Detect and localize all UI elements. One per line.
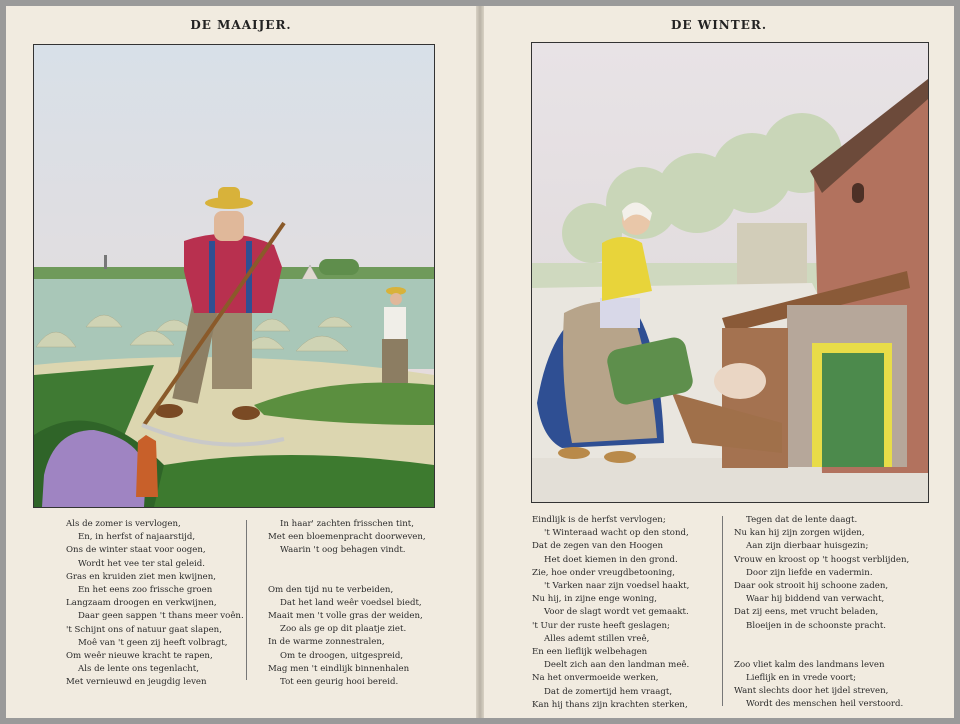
verse-line: En een lieflijk welbehagen [532,647,648,658]
column-divider [722,516,723,706]
verse-line: In de warme zonnestralen, [268,637,385,648]
verse-line: Daar geen sappen 't thans meer voên. [78,611,244,622]
verse-line: Dat de zegen van den Hoogen [532,541,664,552]
verse-line: Wordt des menschen heil verstoord. [746,699,904,710]
verse-line: Zoo vliet kalm des landmans leven [734,659,885,670]
verse-line: Aan zijn dierbaar huisgezin; [746,541,869,552]
right-page-title: DE WINTER. [670,18,767,32]
verse-line: Zoo als ge op dit plaatje ziet. [280,624,407,635]
verse-line: Kan hij thans zijn krachten sterken, [532,699,688,710]
verse-line: Langzaam droogen en verkwijnen, [66,598,217,609]
verse-line: Deelt zich aan den landman meê. [544,660,690,671]
verse-line: Dat het land weêr voedsel biedt, [280,597,422,608]
verse-line: Alles ademt stillen vreê, [544,633,650,644]
verse-line: Zie, hoe onder vreugdbetooning, [532,567,675,578]
verse-line: Lieflijk en in vrede voort; [746,673,857,684]
verse-line: Om den tijd nu te verbeiden, [268,584,394,595]
verse-line: Met vernieuwd en jeugdig leven [66,677,207,688]
verse-line: Ons de winter staat voor oogen, [66,545,206,556]
verse-line: Gras en kruiden ziet men kwijnen, [66,571,216,582]
poem-right-col1 [532,514,689,712]
verse-line: Door zijn liefde en vadermin. [746,567,873,578]
verse-line: Bloeijen in de schoonste pracht. [746,620,887,631]
verse-line: Daar ook strooit hij schoone zaden, [734,581,889,592]
verse-line: Want slechts door het ijdel streven, [734,686,889,697]
verse-line: Met een bloemenpracht doorweven, [268,532,426,543]
poem-left-col2 [268,518,426,689]
winter-illustration [531,42,929,503]
verse-line: Het doet kiemen in den grond. [544,554,678,565]
verse-line: Dat de zomertijd hem vraagt, [544,686,673,697]
left-page [6,6,476,718]
verse-line: Waarin 't oog behagen vindt. [280,545,406,556]
verse-line: Als de zomer is vervlogen, [66,519,181,529]
verse-line: Moê van 't geen zij heeft volbragt, [78,637,228,648]
verse-line: Mag men 't eindlijk binnenhalen [268,663,410,674]
poem-left-col1 [66,518,244,690]
verse-line: Nu hij, in zijne enge woning, [532,594,658,605]
poem-right-col2 [734,514,909,712]
verse-line: 't Uur der ruste heeft geslagen; [532,620,670,631]
verse-line: 't Winteraad wacht op den stond, [544,528,689,539]
verse-line: Voor de slagt wordt vet gemaakt. [544,607,689,618]
mower-illustration [33,44,435,508]
verse-line: Nu kan hij zijn zorgen wijden, [734,528,865,539]
verse-line: Als de lente ons tegenlacht, [78,664,199,675]
verse-line: In haar' zachten frisschen tint, [280,519,414,529]
verse-line: 't Varken naar zijn voedsel haakt, [544,581,690,592]
right-page [484,6,954,718]
column-divider [246,520,247,680]
verse-line: Maait men 't volle gras der weiden, [268,611,423,622]
verse-line: Wordt het vee ter stal geleid. [78,558,206,569]
verse-line: Eindlijk is de herfst vervlogen; [532,515,666,525]
verse-line: Na het onvermoeide werken, [532,673,659,684]
verse-line: 't Schijnt ons of natuur gaat slapen, [66,624,222,635]
verse-line: Om te droogen, uitgespreid, [280,650,404,661]
verse-line: Waar hij biddend van verwacht, [746,594,885,605]
verse-line: Om weêr nieuwe kracht te rapen, [66,651,213,662]
verse-line: En het eens zoo frissche groen [78,585,213,596]
verse-line: En, in herfst of najaarstijd, [78,532,196,543]
verse-line: Tot een geurig hooi bereid. [280,677,399,688]
verse-line: Dat zij eens, met vrucht beladen, [734,607,879,618]
verse-line: Tegen dat de lente daagt. [746,515,858,525]
left-page-title: DE MAAIJER. [190,18,292,32]
book-spine [476,6,484,718]
verse-line: Vrouw en kroost op 't hoogst verblijden, [734,554,910,565]
